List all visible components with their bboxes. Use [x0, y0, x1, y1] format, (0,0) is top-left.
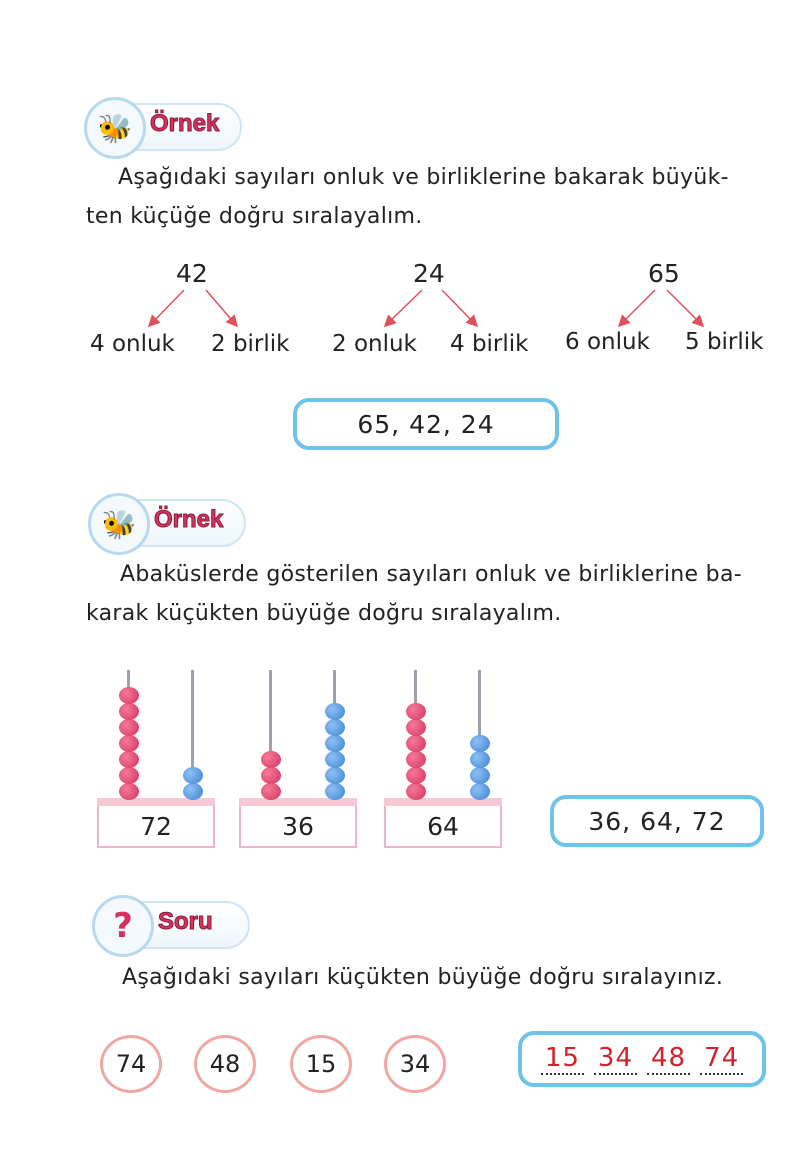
abacus-label: 72 [97, 806, 215, 848]
tens-bead [261, 767, 281, 784]
tens-label: 4 onluk [90, 331, 175, 357]
badge-label: Örnek [150, 110, 220, 137]
ones-label: 4 birlik [450, 331, 529, 357]
number-24: 24 [413, 259, 445, 288]
number-circle: 34 [384, 1035, 446, 1093]
number-circle: 74 [100, 1035, 162, 1093]
tens-bead [406, 783, 426, 800]
tens-bead [119, 767, 139, 784]
tens-bead [119, 735, 139, 752]
tens-label: 2 onluk [332, 331, 417, 357]
badge-label: Örnek [154, 506, 224, 533]
ones-bead [325, 767, 345, 784]
tens-bead [406, 719, 426, 736]
tens-bead [119, 783, 139, 800]
example1-answer-box: 65, 42, 24 [293, 398, 559, 450]
answer-slot[interactable]: 48 [647, 1043, 690, 1075]
tens-label: 6 onluk [565, 329, 650, 355]
ones-bead [325, 783, 345, 800]
ones-bead [325, 735, 345, 752]
answer-slot[interactable]: 15 [541, 1043, 584, 1075]
number-65: 65 [648, 259, 680, 288]
bee-mascot-icon: 🐝 [84, 97, 146, 159]
tens-bead [119, 703, 139, 720]
ones-label: 2 birlik [211, 331, 290, 357]
tens-bead [119, 719, 139, 736]
abacus-64 [384, 670, 504, 850]
answer-slot[interactable]: 74 [700, 1043, 743, 1075]
example2-answer-box: 36, 64, 72 [550, 795, 764, 847]
badge-label: Soru [158, 908, 213, 935]
abacus-label: 64 [384, 806, 502, 848]
abacus-label: 36 [239, 806, 357, 848]
ones-bead [183, 767, 203, 784]
question-text: Aşağıdaki sayıları küçükten büyüğe doğru sıralayınız. [122, 965, 724, 990]
ones-bead [470, 751, 490, 768]
ones-bead [325, 751, 345, 768]
question-mark-icon: ? [92, 895, 154, 957]
ones-bead [325, 719, 345, 736]
example-badge-2 [96, 499, 246, 547]
example2-text-line2: karak küçükten büyüğe doğru sıralayalım. [86, 601, 562, 626]
tens-bead [261, 751, 281, 768]
answer-slot[interactable]: 34 [594, 1043, 637, 1075]
example2-text-line1: Abaküslerde gösterilen sayıları onluk ve birliklerine ba- [120, 562, 742, 587]
number-circle: 48 [194, 1035, 256, 1093]
ones-bead [325, 703, 345, 720]
tens-bead [406, 751, 426, 768]
ones-bead [470, 783, 490, 800]
ones-bead [470, 767, 490, 784]
ones-bead [183, 783, 203, 800]
bee-mascot-icon: 🐝 [88, 493, 150, 555]
tens-bead [119, 687, 139, 704]
number-42: 42 [176, 259, 208, 288]
tens-bead [406, 735, 426, 752]
example1-text-line1: Aşağıdaki sayıları onluk ve birliklerine bakarak büyük- [118, 165, 729, 190]
ones-bead [470, 735, 490, 752]
question-answer-box[interactable] [518, 1031, 766, 1087]
tens-bead [406, 703, 426, 720]
question-badge [100, 901, 250, 949]
tens-bead [406, 767, 426, 784]
tens-bead [119, 751, 139, 768]
abacus-72 [97, 670, 217, 850]
abacus-36 [239, 670, 359, 850]
ones-label: 5 birlik [685, 329, 764, 355]
tens-bead [261, 783, 281, 800]
example1-text-line2: ten küçüğe doğru sıralayalım. [86, 204, 423, 229]
number-circle: 15 [290, 1035, 352, 1093]
